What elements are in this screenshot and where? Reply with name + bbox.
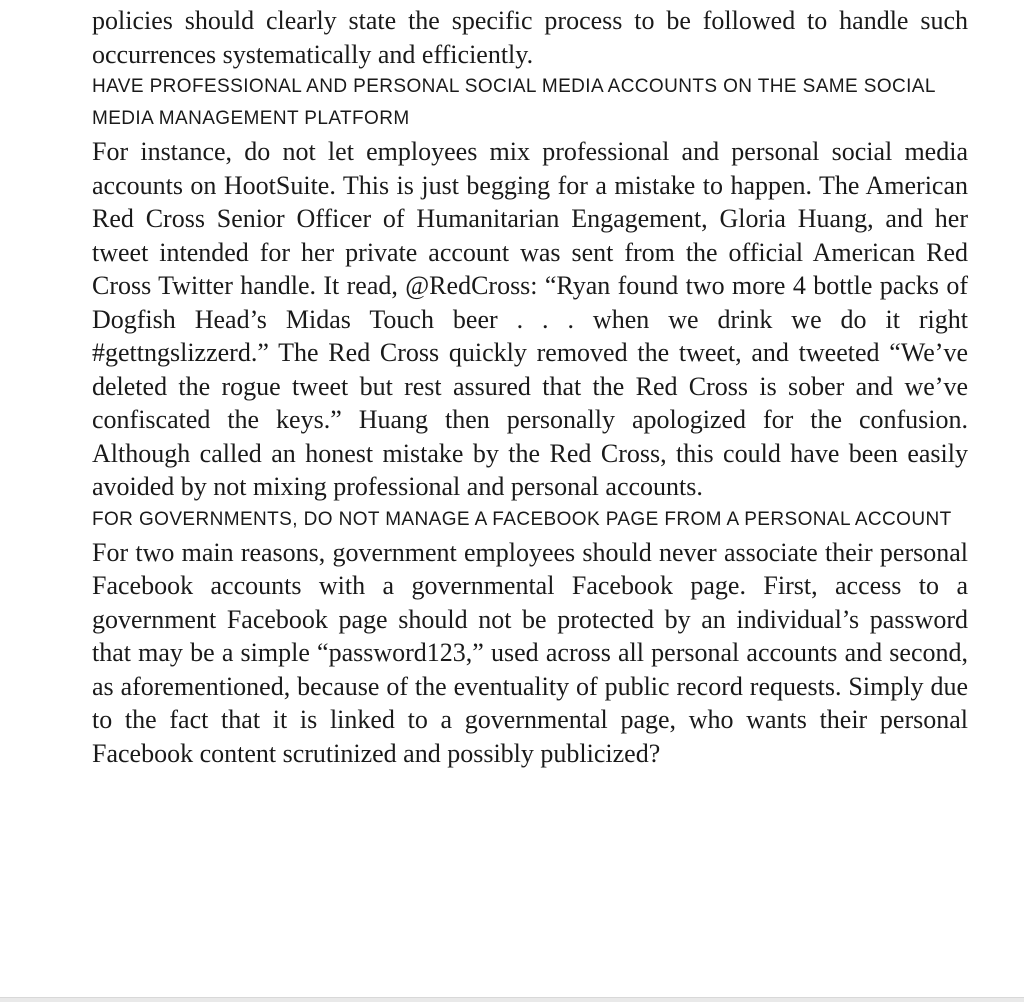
section-paragraph-government-facebook: For two main reasons, government employees should never associate their personal Facebook accounts with a governmental Facebook page. First, access to a government Facebook page should not be protected by an individual’s password that may be a simple “password123,” used across all personal accounts and second, as aforementioned, because of the eventuality of public record requests. Simply due to the fact that it is linked to a governmental page, who wants their personal Facebook content scrutinized and possibly publicized? — [92, 537, 968, 768]
page-bottom-edge — [0, 997, 1024, 1002]
section-heading-professional-personal-accounts: HAVE PROFESSIONAL AND PERSONAL SOCIAL MEDIA ACCOUNTS ON THE SAME SOCIAL MEDIA MANAGEMENT PLATFORM — [92, 76, 936, 129]
section-paragraph-professional-personal-accounts: For instance, do not let employees mix professional and personal social media accounts on HootSuite. This is just begging for a mistake to happen. The American Red Cross Senior Officer of Humanitarian Engagement, Gloria Huang, and her tweet intended for her private account was sent from the official American Red Cross Twitter handle. It read, @RedCross: “Ryan found two more 4 bottle packs of Dogfish Head’s Midas Touch beer . . . when we drink we do it right #gettngslizzerd.” The Red Cross quickly removed the tweet, and tweeted “We’ve deleted the rogue tweet but rest assured that the Red Cross is sober and we’ve confiscated the keys.” Huang then personally apologized for the confusion. Although called an honest mistake by the Red Cross, this could have been easily avoided by not mixing professional and personal accounts. — [92, 137, 968, 501]
intro-paragraph: policies should clearly state the specific process to be followed to handle such occurrences systematically and efficiently. — [92, 6, 968, 69]
section-heading-government-facebook: FOR GOVERNMENTS, DO NOT MANAGE A FACEBOOK PAGE FROM A PERSONAL ACCOUNT — [92, 508, 952, 530]
document-content — [92, 4, 968, 770]
